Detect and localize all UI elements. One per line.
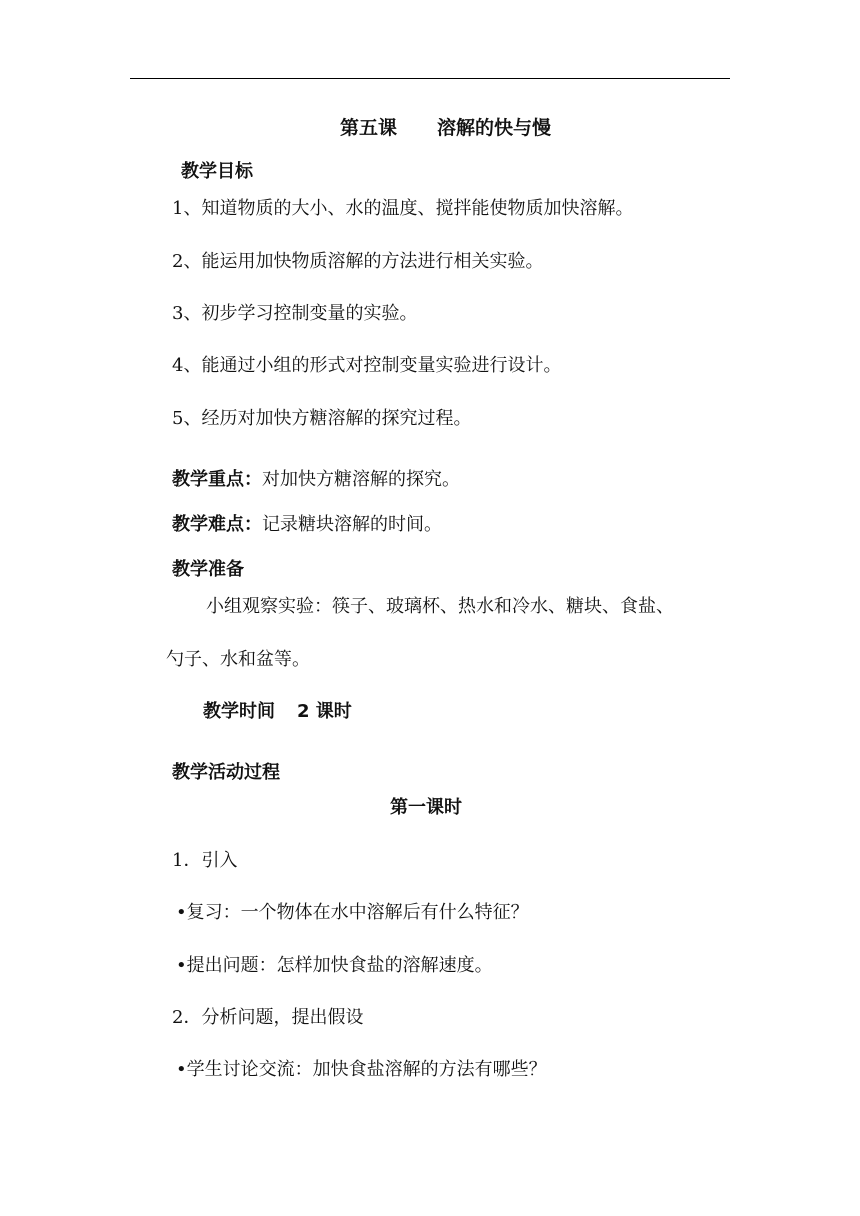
difficulty: [172, 514, 442, 536]
objective-item: 5、经历对加快方糖溶解的探究过程。: [172, 408, 472, 429]
lesson-title: [340, 117, 551, 139]
objective-item: 3、初步学习控制变量的实验。: [172, 303, 418, 324]
teaching-time-value: 2 课时: [297, 701, 352, 722]
process-heading: 教学活动过程: [172, 762, 280, 783]
objective-item: 2、能运用加快物质溶解的方法进行相关实验。: [172, 251, 544, 272]
header-rule: [130, 78, 730, 79]
preparation-text-continued: 勺子、水和盆等。: [166, 649, 310, 670]
teaching-time: [203, 701, 352, 723]
process-step: •复习：一个物体在水中溶解后有什么特征？: [176, 902, 529, 923]
key-point-text: 对加快方糖溶解的探究。: [262, 469, 460, 490]
preparation-text: 小组观察实验：筷子、玻璃杯、热水和冷水、糖块、食盐、: [206, 596, 674, 617]
objective-item: 1、知道物质的大小、水的温度、搅拌能使物质加快溶解。: [172, 198, 634, 219]
preparation-heading: 教学准备: [172, 559, 244, 580]
process-step: 1．引入: [172, 850, 238, 871]
process-step: 2．分析问题，提出假设: [172, 1007, 364, 1028]
lesson-topic: 溶解的快与慢: [437, 117, 552, 139]
difficulty-text: 记录糖块溶解的时间。: [262, 514, 442, 535]
key-point-label: 教学重点：: [172, 469, 262, 490]
objectives-heading: 教学目标: [181, 161, 253, 182]
difficulty-label: 教学难点：: [172, 514, 262, 535]
process-step: •学生讨论交流：加快食盐溶解的方法有哪些？: [176, 1059, 547, 1080]
process-step: •提出问题：怎样加快食盐的溶解速度。: [176, 955, 493, 976]
objective-item: 4、能通过小组的形式对控制变量实验进行设计。: [172, 355, 562, 376]
key-point: [172, 469, 460, 491]
period-heading: 第一课时: [390, 797, 462, 818]
teaching-time-label: 教学时间: [203, 701, 275, 722]
lesson-number: 第五课: [340, 117, 398, 139]
